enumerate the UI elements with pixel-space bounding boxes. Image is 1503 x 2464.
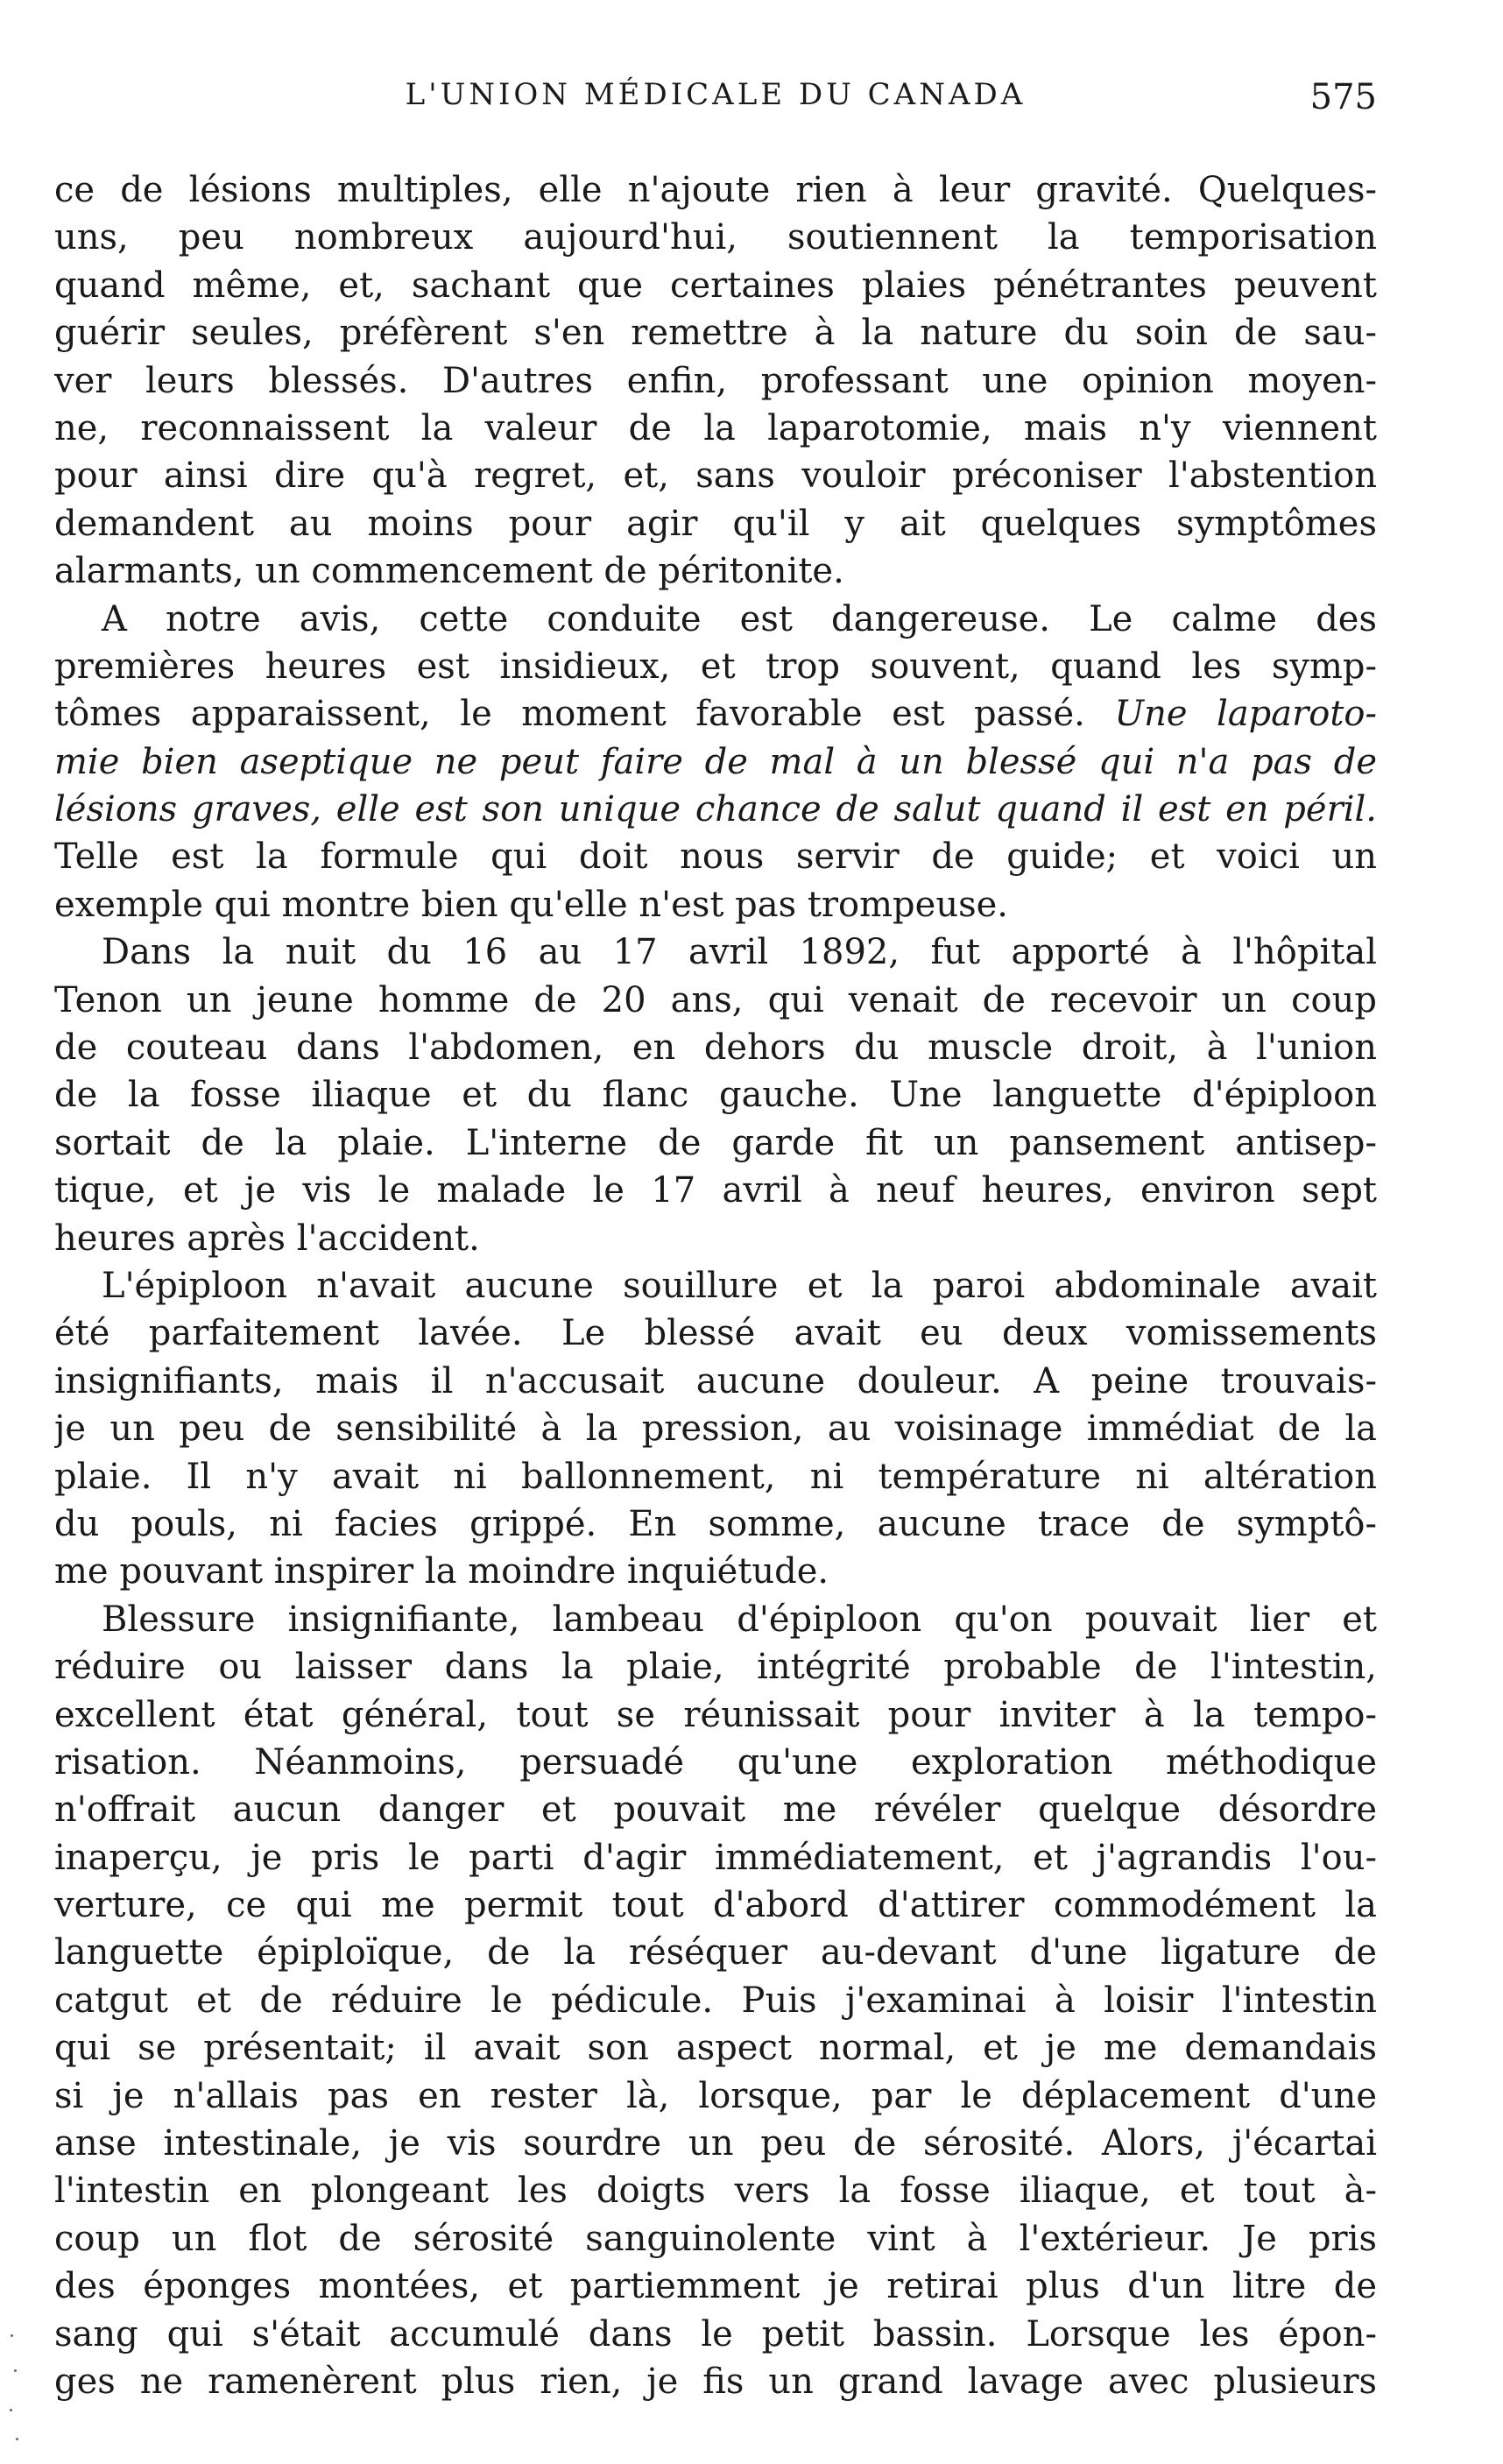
text-line: Tenon un jeune homme de 20 ans, qui venait de recevoir un coup: [54, 979, 1377, 1020]
text-line: premières heures est insidieux, et trop souvent, quand les symp-: [54, 646, 1377, 687]
text-line: heures après l'accident.: [54, 1218, 480, 1259]
running-head: [54, 77, 1377, 130]
speck: [16, 2438, 18, 2440]
text-line: demandent au moins pour agir qu'il y ait quelques symptômes: [54, 503, 1377, 544]
text-line: exemple qui montre bien qu'elle n'est pas trompeuse.: [54, 884, 1009, 925]
text-line: pour ainsi dire qu'à regret, et, sans vouloir préconiser l'abstention: [54, 455, 1377, 497]
text-line: si je n'allais pas en rester là, lorsque, par le déplacement d'une: [54, 2075, 1377, 2116]
text-line: plaie. Il n'y avait ni ballonnement, ni température ni altération: [54, 1456, 1377, 1497]
text-line: quand même, et, sachant que certaines plaies pénétrantes peuvent: [54, 265, 1377, 306]
text-line: me pouvant inspirer la moindre inquiétude.: [54, 1551, 829, 1592]
text-line: je un peu de sensibilité à la pression, au voisinage immédiat de la: [54, 1409, 1377, 1450]
text-line: uns, peu nombreux aujourd'hui, soutiennent la temporisation: [54, 217, 1377, 258]
margin-specks: [7, 2334, 25, 2457]
text-line: ne, reconnaissent la valeur de la laparotomie, mais n'y viennent: [54, 407, 1377, 448]
text-line: tique, et je vis le malade le 17 avril à neuf heures, environ sept: [54, 1170, 1377, 1211]
text-line: anse intestinale, je vis sourdre un peu de sérosité. Alors, j'écartai: [54, 2123, 1377, 2164]
text-line: n'offrait aucun danger et pouvait me révéler quelque désordre: [54, 1790, 1377, 1831]
text-line: l'intestin en plongeant les doigts vers la fosse iliaque, et tout à-: [54, 2171, 1377, 2212]
text-line: excellent état général, tout se réunissait pour inviter à la tempo-: [54, 1694, 1377, 1735]
speck: [10, 2409, 12, 2411]
text-line: Telle est la formule qui doit nous servir de guide; et voici un: [54, 837, 1377, 878]
body-text: [54, 166, 1377, 2405]
text-line: inaperçu, je pris le parti d'agir immédiatement, et j'agrandis l'ou-: [54, 1837, 1377, 1878]
speck: [14, 2369, 17, 2372]
running-title: L'UNION MÉDICALE DU CANADA: [405, 77, 1027, 112]
text-line: ver leurs blessés. D'autres enfin, professant une opinion moyen-: [54, 360, 1377, 401]
text-line: sang qui s'était accumulé dans le petit bassin. Lorsque les épon-: [54, 2313, 1377, 2355]
text-line: Blessure insignifiante, lambeau d'épiploon qu'on pouvait lier et: [102, 1599, 1377, 1640]
text-line: de couteau dans l'abdomen, en dehors du muscle droit, à l'union: [54, 1027, 1377, 1069]
speck: [11, 2334, 13, 2337]
text-line: catgut et de réduire le pédicule. Puis j'examinai à loisir l'intestin: [54, 1980, 1377, 2021]
text-line: guérir seules, préfèrent s'en remettre à la nature du soin de sau-: [54, 313, 1377, 354]
text-line: insignifiants, mais il n'accusait aucune douleur. A peine trouvais-: [54, 1360, 1377, 1401]
text-line: été parfaitement lavée. Le blessé avait eu deux vomissements: [54, 1313, 1377, 1354]
text-line: des éponges montées, et partiemment je retirai plus d'un litre de: [54, 2266, 1377, 2307]
text-line: de la fosse iliaque et du flanc gauche. Une languette d'épiploon: [54, 1075, 1377, 1116]
text-line: languette épiploïque, de la réséquer au-devant d'une ligature de: [54, 1932, 1377, 1973]
text-line: verture, ce qui me permit tout d'abord d'attirer commodément la: [54, 1885, 1377, 1926]
text-line: qui se présentait; il avait son aspect normal, et je me demandais: [54, 2028, 1377, 2069]
page-number: 575: [1309, 77, 1377, 117]
italic-segment: Une laparoto-: [1114, 694, 1377, 735]
text-line: A notre avis, cette conduite est dangereuse. Le calme des: [102, 598, 1377, 639]
text-line: ges ne ramenèrent plus rien, je fis un grand lavage avec plusieurs: [54, 2361, 1377, 2402]
text-line: Dans la nuit du 16 au 17 avril 1892, fut apporté à l'hôpital: [102, 932, 1377, 973]
text-line: du pouls, ni facies grippé. En somme, aucune trace de symptô-: [54, 1503, 1377, 1544]
text-line: coup un flot de sérosité sanguinolente vint à l'extérieur. Je pris: [54, 2218, 1377, 2259]
text-line: risation. Néanmoins, persuadé qu'une exploration méthodique: [54, 1741, 1377, 1783]
italic-line: [54, 738, 1377, 786]
italic-line: [54, 786, 1377, 833]
text-line: sortait de la plaie. L'interne de garde fit un pansement antisep-: [54, 1122, 1377, 1163]
text-segment: tômes apparaissent, le moment favorable est passé.: [54, 694, 1115, 735]
text-line: ce de lésions multiples, elle n'ajoute rien à leur gravité. Quelques-: [54, 170, 1377, 210]
italic-segment: lésions graves, elle est son unique chance de salut quand il est en péril.: [54, 789, 1377, 830]
text-line-mixed: [54, 690, 1377, 738]
text-line: L'épiploon n'avait aucune souillure et la paroi abdominale avait: [102, 1265, 1377, 1306]
text-line: réduire ou laisser dans la plaie, intégrité probable de l'intestin,: [54, 1647, 1377, 1688]
italic-segment: mie bien aseptique ne peut faire de mal à un blessé qui n'a pas de: [54, 741, 1377, 782]
text-line: alarmants, un commencement de péritonite.: [54, 551, 844, 592]
